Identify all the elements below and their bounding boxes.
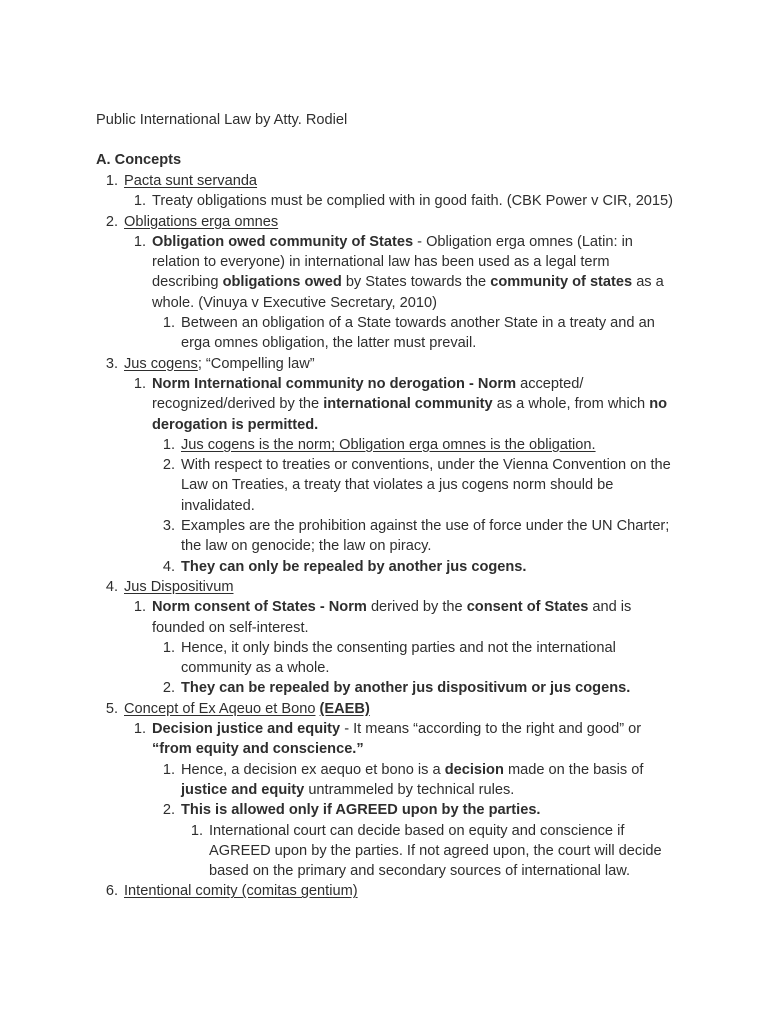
list-item-text: Norm consent of States - Norm [152,599,367,616]
list-item-text: Between an obligation of a State towards another State in a treaty and an erga omnes obligation, the latter must prevail. [181,315,655,352]
list-item [0,638,768,679]
list-item-text: untrammeled by technical rules. [304,781,515,798]
list-item-text: Norm International community no derogation - Norm [152,375,517,392]
list-item [0,821,768,882]
list-item-number: 1. [105,173,118,189]
list-item [0,191,768,211]
list-item-number: 2. [162,802,175,819]
document-title: Public International Law by Atty. Rodiel [96,112,348,128]
list-item [0,699,768,719]
list-item [0,577,768,597]
list-item-text: This is allowed only if AGREED upon by the parties. [181,802,541,819]
list-item-number: 1. [190,822,203,839]
list-item-number: 2. [162,457,175,474]
list-item-text: community of states [490,274,633,291]
list-item-text: by States towards the [341,274,491,291]
list-item-text: accepted/ recognized/derived by the [152,375,584,413]
list-item-number: 1. [133,233,146,250]
list-item-text: Examples are the prohibition against the use of force under the UN Charter; the law on genocide; the law on piracy. [181,518,670,555]
list-item [0,212,768,232]
list-item-number: 1. [162,639,175,656]
list-item [0,171,768,191]
list-item-text: Jus cogens [124,355,198,372]
list-item [0,557,768,577]
list-item-number: 4. [105,578,118,595]
list-item-number: 6. [105,883,118,900]
list-item-number: 1. [162,315,175,332]
list-item-number: 1. [133,193,146,210]
list-item-text: Decision justice and equity [152,721,341,738]
list-item-number: 3. [162,518,175,535]
list-item-text: international community [323,396,493,413]
list-item [0,881,768,901]
list-item-text: derived by the [366,599,467,616]
list-item-text: justice and equity [181,781,305,798]
list-item [0,719,768,760]
list-item-text: Pacta sunt servanda [124,173,258,189]
list-item-text: no derogation is permitted. [152,396,668,433]
list-item-text: decision [444,761,504,778]
list-item-text: and is founded on self-interest. [152,599,632,636]
list-item [0,516,768,557]
list-item-text: as a whole, from which [492,396,650,413]
list-item-number: 1. [133,599,146,616]
list-item-number: 1. [162,436,175,453]
list-item-number: 2. [162,680,175,697]
list-item-number: 5. [105,700,118,717]
outline-list [0,171,768,902]
list-item-text: ; “Compelling law” [197,355,315,372]
section-heading: A. Concepts [96,152,182,168]
list-item-text: Treaty obligations must be complied with in good faith. (CBK Power v CIR, 2015) [152,193,674,210]
list-item-text: Jus cogens is the norm; Obligation erga omnes is the obligation. [181,436,596,453]
list-item-number: 4. [162,558,175,575]
list-item-text: They can be repealed by another jus dispositivum or jus cogens. [181,680,631,697]
list-item [0,455,768,516]
list-item-text: consent of States [466,599,589,616]
list-item-text: Concept of Ex Aqeuo et Bono [124,700,316,717]
list-item-text: They can only be repealed by another jus cogens. [181,558,527,575]
list-item [0,678,768,698]
list-item [0,374,768,435]
list-item-text: Hence, it only binds the consenting parties and not the international community as a whole. [181,639,616,677]
list-item [0,313,768,354]
list-item-text: “from equity and conscience.” [152,741,364,758]
list-item-text: (EAEB) [319,700,370,717]
list-item [0,760,768,801]
list-item-number: 2. [105,213,118,230]
list-item-text: International court can decide based on equity and conscience if AGREED upon by the parties. If not agreed upon, the court will decide based on the primary and secondary sources of international law. [209,822,662,880]
list-item [0,232,768,313]
list-item [0,597,768,638]
list-item-text: - Obligation erga omnes (Latin: in relation to everyone) in international law has been used as a legal term describing [152,233,633,291]
list-item-text: obligations owed [222,274,342,291]
list-item-text: as a whole. (Vinuya v Executive Secretary, 2010) [152,274,664,311]
list-item-text: Obligation owed community of States [152,233,414,250]
list-item [0,354,768,374]
list-item-text: Intentional comity (comitas gentium) [124,883,358,900]
list-item-number: 1. [162,761,175,778]
list-item-text: Obligations erga omnes [124,213,279,230]
list-item-text: With respect to treaties or conventions, under the Vienna Convention on the Law on Treaties, a treaty that violates a jus cogens norm should be invalidated. [181,457,671,514]
list-item-text: made on the basis of [503,761,644,778]
list-item-number: 3. [105,355,118,372]
list-item-number: 1. [133,721,146,738]
list-item [0,800,768,820]
list-item-text: Hence, a decision ex aequo et bono is a [181,761,445,778]
list-item-text: - It means “according to the right and good” or [340,721,642,738]
list-item [0,435,768,455]
list-item-number: 1. [133,375,146,392]
list-item-text: Jus Dispositivum [124,578,234,595]
